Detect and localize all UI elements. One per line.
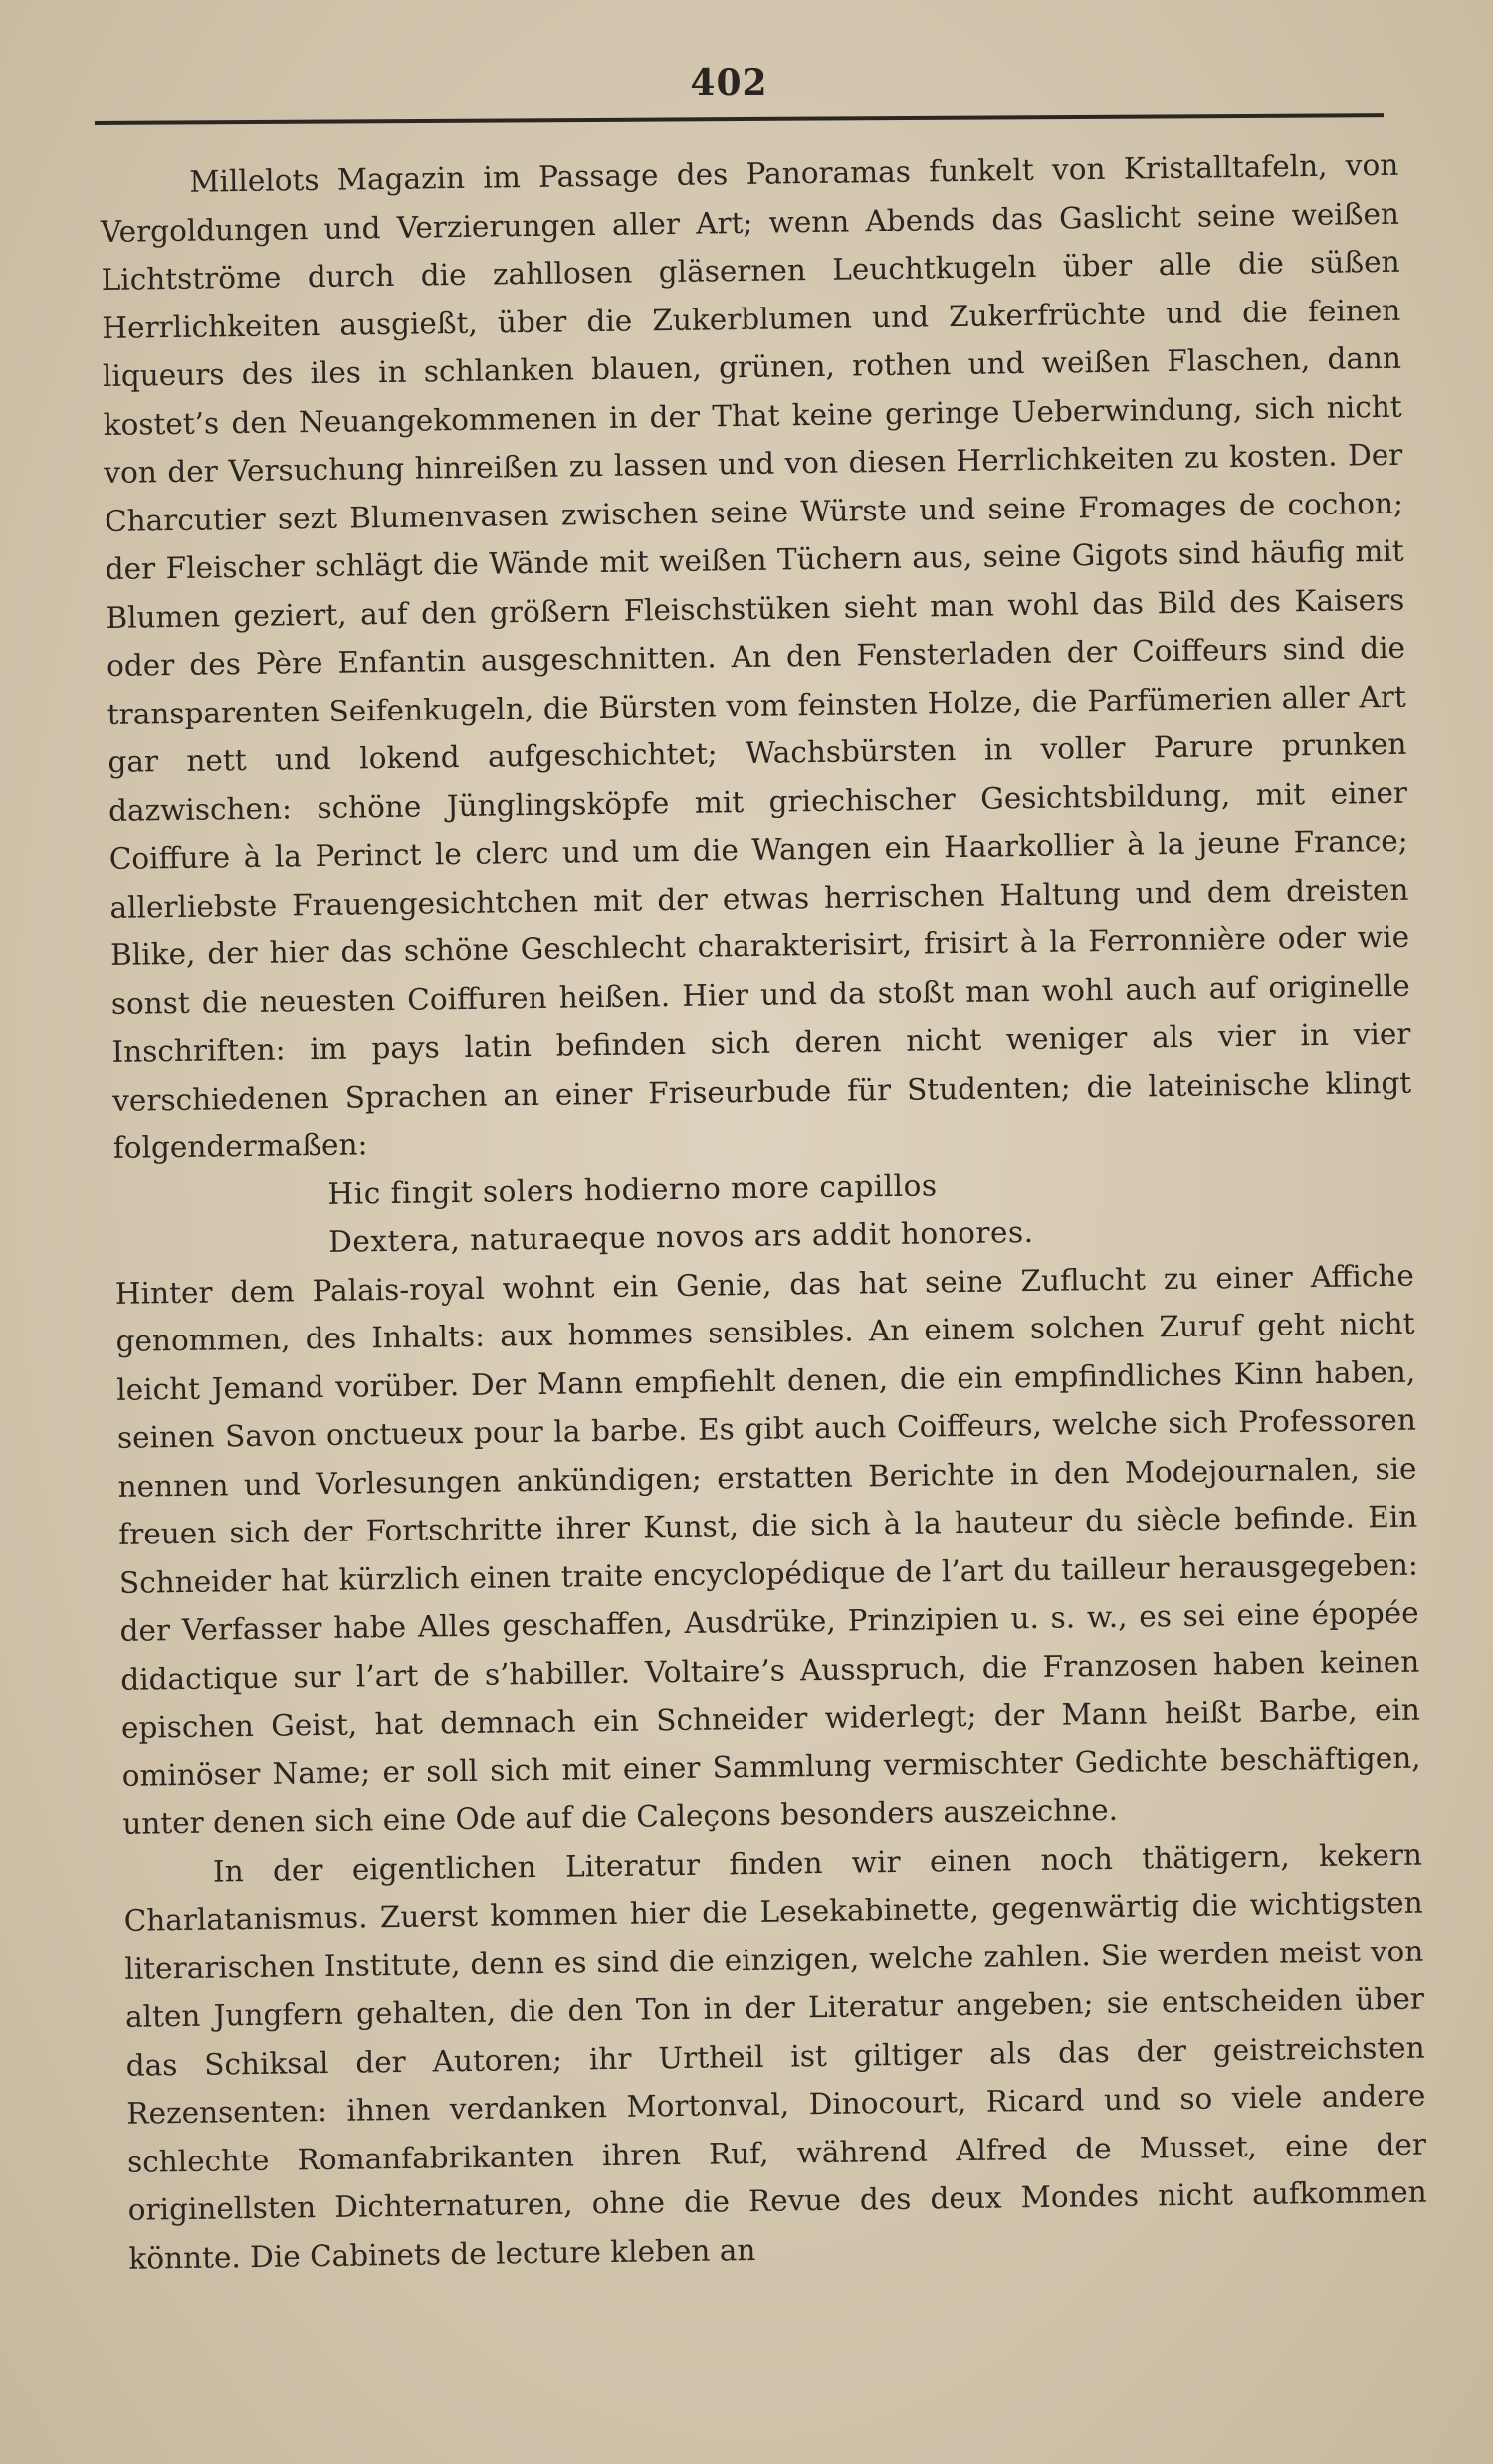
paragraph-1: Millelots Magazin im Passage des Panoramas funkelt von Kristalltafeln, von Vergoldungen und Verzierungen aller Art; wenn Abends das Gaslicht seine weißen Lichtströme durch die zahllosen gläsernen Leuchtkugeln über alle die süßen Herrlichkeiten ausgießt, über die Zukerblumen und Zukerfrüchte und die feinen liqueurs des iles in schlanken blauen, grünen, rothen und weißen Flaschen, dann kostet’s den Neuangekommenen in der That keine geringe Ueberwindung, sich nicht von der Versuchung hinreißen zu lassen und von diesen Herrlichkeiten zu kosten. Der Charcutier sezt Blumenvasen zwischen seine Würste und seine Fromages de cochon; der Fleischer schlägt die Wände mit weißen Tüchern aus, seine Gigots sind häufig mit Blumen geziert, auf den größern Fleischstüken sieht man wohl das Bild des Kaisers oder des Père Enfantin ausgeschnitten. An den Fensterladen der Coiffeurs sind die transparenten Seifenkugeln, die Bürsten vom feinsten Holze, die Parfümerien aller Art gar nett und lokend aufgeschichtet; Wachsbürsten in voller Parure prunken dazwischen: schöne Jünglingsköpfe mit griechischer Gesichtsbildung, mit einer Coiffure à la Perinct le clerc und um die Wangen ein Haarkollier à la jeune France; allerliebste Frauengesichtchen mit der etwas herrischen Haltung und dem dreisten Blike, der hier das schöne Geschlecht charakterisirt, frisirt à la Ferronnière oder wie sonst die neuesten Coiffuren heißen. Hier und da stoßt man wohl auch auf originelle Inschriften: im pays latin befinden sich deren nicht weniger als vier in vier verschiedenen Sprachen an einer Friseurbude für Studenten; die lateinische klingt folgendermaßen: (100, 147, 1412, 1165)
paragraph-2: Hinter dem Palais-royal wohnt ein Genie, das hat seine Zuflucht zu einer Affiche genommen, des Inhalts: aux hommes sensibles. An einem solchen Zuruf geht nicht leicht Jemand vorüber. Der Mann empfiehlt denen, die ein empfindliches Kinn haben, seinen Savon onctueux pour la barbe. Es gibt auch Coiffeurs, welche sich Professoren nennen und Vorlesungen ankündigen; erstatten Berichte in den Modejournalen, sie freuen sich der Fortschritte ihrer Kunst, die sich à la hauteur du siècle befinde. Ein Schneider hat kürzlich einen traite encyclopédique de l’art du tailleur herausgegeben: der Verfasser habe Alles geschaffen, Ausdrüke, Prinzipien u. s. w., es sei eine épopée didactique sur l’art de s’habiller. Voltaire’s Ausspruch, die Franzosen haben keinen epischen Geist, hat demnach ein Schneider widerlegt; der Mann heißt Barbe, ein ominöser Name; er soll sich mit einer Sammlung vermischter Gedichte beschäftigen, unter denen sich eine Ode auf die Caleçons besonders auszeichne. (114, 1258, 1421, 1841)
page-number: 402 (690, 62, 768, 103)
header-rule (95, 113, 1384, 125)
body-text (100, 141, 1428, 2283)
verse-line-2: Dextera, naturaeque novos ars addit honores. (327, 1215, 1034, 1259)
verse-line-1: Hic fingit solers hodierno more capillos (327, 1167, 938, 1211)
paragraph-3: In der eigentlichen Literatur finden wir einen noch thätigern, kekern Charlatanismus. Zuerst kommen hier die Lesekabinette, gegenwärtig die wichtigsten literarischen Institute, denn es sind die einzigen, welche zahlen. Sie werden meist von alten Jungfern gehalten, die den Ton in der Literatur angeben; sie entscheiden über das Schiksal der Autoren; ihr Urtheil ist giltiger als das der geistreichsten Rezensenten: ihnen verdanken Mortonval, Dinocourt, Ricard und so viele andere schlechte Romanfabrikanten ihren Ruf, während Alfred de Musset, eine der originellsten Dichternaturen, ohne die Revue des deux Mondes nicht aufkommen könnte. Die Cabinets de lecture kleben an (123, 1837, 1427, 2276)
